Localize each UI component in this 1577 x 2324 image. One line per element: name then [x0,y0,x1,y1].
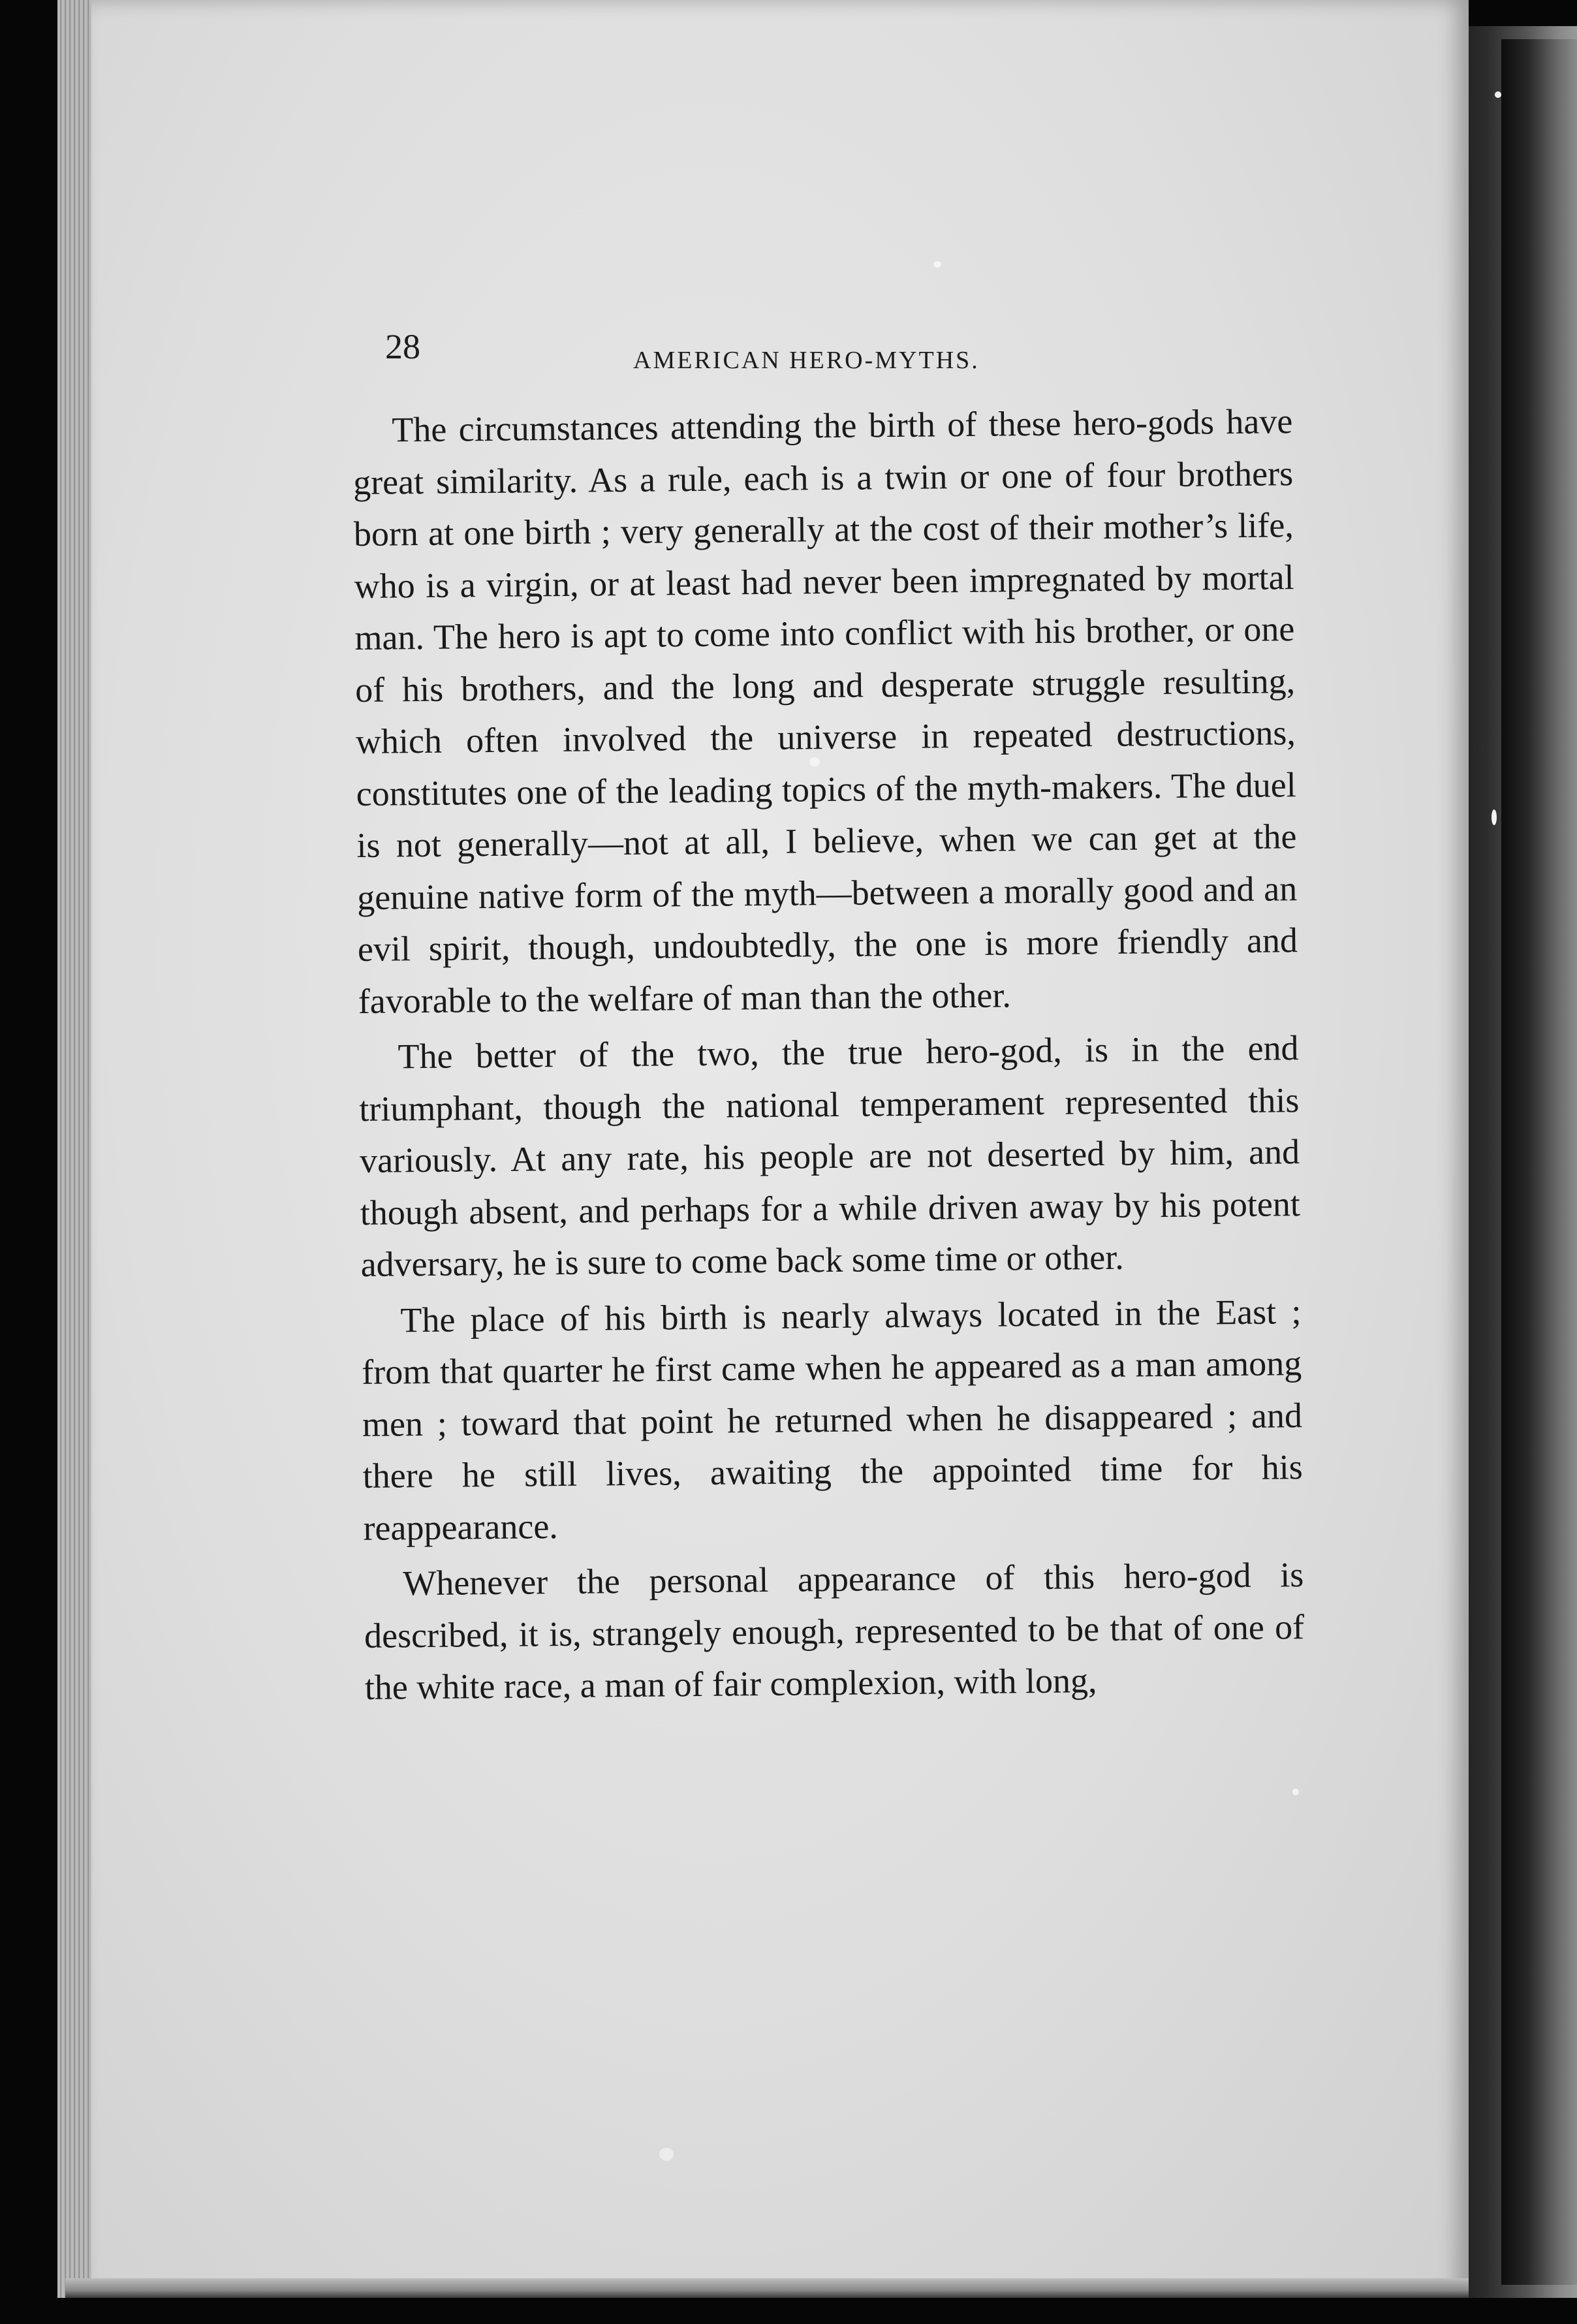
facing-page-shadow [1501,39,1577,2285]
page-number: 28 [385,327,420,366]
paragraph-1: The circumstances attending the birth of these hero-gods have great similarity. As a rule, each is a twin or one of four brothers born at one birth ; very generally at the cost of their mother’s life, who is a virgin, or at least had never been impregnated by mortal man. The hero is apt to come into conflict with his brother, or one of his brothers, and the long and desperate struggle resulting, which often involved the universe in repeated destructions, constitutes one of the leading topics of the myth-makers. The duel is not generally—not at all, I believe, when we can get at the genuine native form of the myth—between a morally good and an evil spirit, though, undoubtedly, the one is more friendly and favorable to the welfare of man than the other. [352,401,1298,1021]
paragraph-3: The place of his birth is nearly always located in the East ; from that quarter he first came when he appeared as a man among men ; toward that point he returned when he disappeared ; and there he still lives, awaiting the appointed time for his reappearance. [361,1291,1303,1548]
page-stack-edge [57,0,97,2298]
body-text [352,396,1305,1718]
running-head: AMERICAN HERO-MYTHS. [633,347,980,374]
paragraph-2: The better of the two, the true hero-god, is in the end triumphant, though the national temperament represented this variously. At any rate, his people are not deserted by him, and though absent, and perhaps for a while driven away by his potent adversary, he is sure to come back some time or other. [359,1028,1301,1284]
page-bottom-edge [65,2278,1469,2298]
page-header [385,326,1292,379]
paragraph-4: Whenever the personal appearance of this hero-god is described, it is, strangely enough, represented to be that of one of the white race, a man of fair complexion, with long, [364,1555,1305,1707]
